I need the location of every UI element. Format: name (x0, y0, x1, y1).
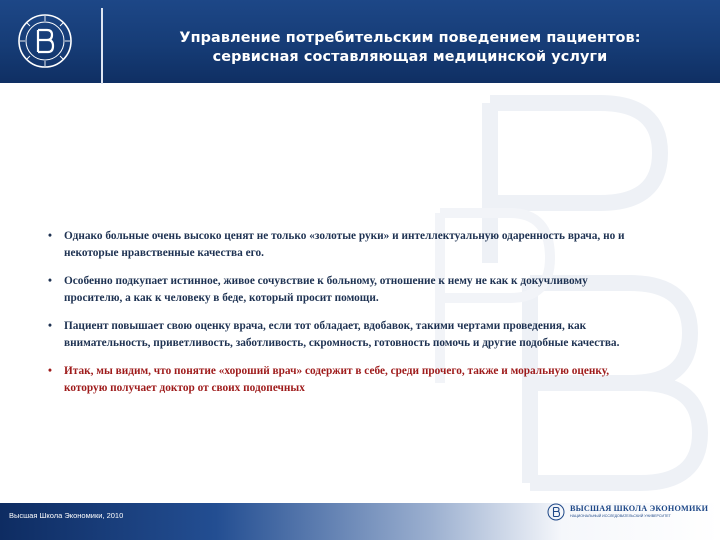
hse-seal-icon (547, 503, 565, 521)
bullet-text-line: Однако больные очень высоко ценят не только «золотые руки» и интеллектуальную одаренность врача, но и (64, 230, 625, 242)
bullet-list (48, 228, 678, 408)
bullet-item-conclusion (48, 363, 678, 397)
bullet-dot: • (48, 275, 52, 287)
bullet-text-line: просителю, а как к человеку в беде, который просит помощи. (64, 292, 379, 304)
bullet-text-line: Итак, мы видим, что понятие «хороший врач» содержит в себе, среди прочего, также и моральную оценку, (64, 365, 610, 377)
header-divider (101, 8, 103, 84)
bullet-item (48, 228, 678, 262)
bullet-text-line: Пациент повышает свою оценку врача, если тот обладает, вдобавок, такими чертами проведения, как (64, 320, 587, 332)
hse-seal-icon (17, 13, 73, 69)
bullet-dot: • (48, 365, 52, 377)
bullet-text-line: некоторые нравственные качества его. (64, 247, 264, 259)
header-bar (0, 0, 720, 83)
bullet-item (48, 273, 678, 307)
footer-bar (0, 503, 720, 540)
footer-brand-subtitle: НАЦИОНАЛЬНЫЙ ИССЛЕДОВАТЕЛЬСКИЙ УНИВЕРСИТЕТ (570, 514, 671, 518)
footer-brand-name: ВЫСШАЯ ШКОЛА ЭКОНОМИКИ (570, 504, 709, 513)
bullet-text-line: внимательность, приветливость, заботливость, скромность, готовность помочь и другие подобные качества. (64, 337, 620, 349)
bullet-text-line: Особенно подкупает истинное, живое сочувствие к больному, отношение к нему не как к докучливому (64, 275, 588, 287)
bullet-dot: • (48, 230, 52, 242)
bullet-item (48, 318, 678, 352)
page-title (110, 29, 710, 67)
bullet-text-line: которую получает доктор от своих подопечных (64, 382, 305, 394)
title-line-1: Управление потребительским поведением пациентов: (179, 30, 641, 46)
bullet-dot: • (48, 320, 52, 332)
title-line-2: сервисная составляющая медицинской услуги (212, 49, 608, 65)
footer-copyright: Высшая Школа Экономики, 2010 (9, 511, 124, 520)
